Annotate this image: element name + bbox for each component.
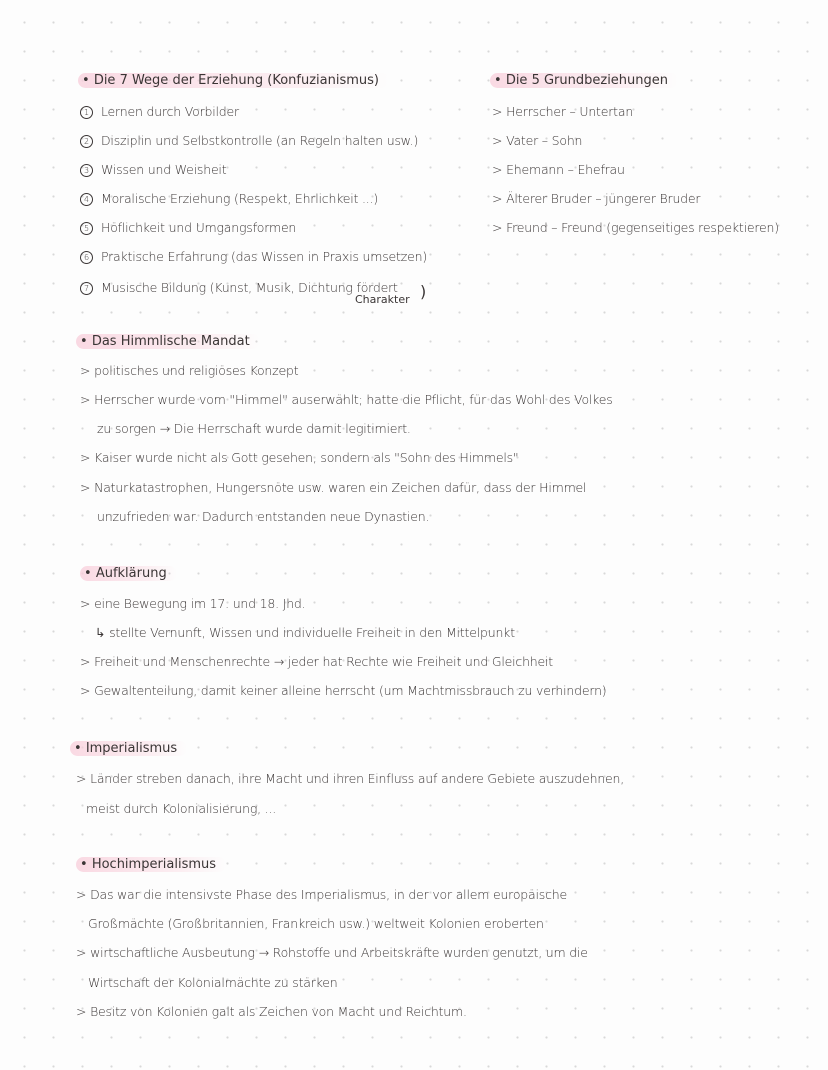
section-title-text: Hochimperialismus <box>91 857 217 872</box>
list-item-continuation: Wirtschaft der Kolonialmächte zu stärken <box>88 975 338 990</box>
list-item-text: eine Bewegung im 17. und 18. Jhd. <box>94 596 306 611</box>
list-item-text: Das war die intensivste Phase des Imperialismus, in der vor allem europäische <box>90 887 567 902</box>
list-item-continuation: Großmächte (Großbritannien, Frankreich usw.) weltweit Kolonien eroberten <box>88 916 544 931</box>
list-item: > Kaiser wurde nicht als Gott gesehen, sondern als "Sohn des Himmels" <box>80 450 519 465</box>
list-item-text: politisches und religiöses Konzept <box>94 363 299 378</box>
list-item-text: Naturkatastrophen, Hungersnöte usw. waren ein Zeichen dafür, dass der Himmel <box>94 480 587 495</box>
list-item: > Länder streben danach, ihre Macht und ihren Einfluss auf andere Gebiete auszudehnen, <box>76 771 625 786</box>
number-circle: 4 <box>80 193 93 206</box>
list-item-text: Höflichkeit und Umgangsformen <box>101 220 297 235</box>
list-item: > Älterer Bruder – jüngerer Bruder <box>492 191 701 206</box>
list-item-continuation: zu sorgen → Die Herrschaft wurde damit legitimiert. <box>97 421 411 436</box>
list-item-text: Moralische Erziehung (Respekt, Ehrlichkeit ...) <box>101 191 378 206</box>
list-item-text: Musische Bildung (Kunst, Musik, Dichtung fördert <box>101 280 398 295</box>
list-item <box>80 133 418 148</box>
number-circle: 5 <box>80 222 93 235</box>
list-item: > Freund – Freund (gegenseitiges respektieren) <box>492 220 779 235</box>
list-item-sub: ↳ stellte Vernunft, Wissen und individuelle Freiheit in den Mittelpunkt <box>95 625 515 640</box>
number-circle: 7 <box>80 282 93 295</box>
section-title-imperialismus: • Imperialismus <box>70 741 187 756</box>
list-item: > eine Bewegung im 17. und 18. Jhd. <box>80 596 306 611</box>
list-item: > Vater – Sohn <box>492 133 583 148</box>
list-item-text: Herrscher – Untertan <box>506 104 634 119</box>
number-circle: 3 <box>80 164 93 177</box>
list-item-text: stellte Vernunft, Wissen und individuelle Freiheit in den Mittelpunkt <box>109 625 515 640</box>
section-title-7-wege: • Die 7 Wege der Erziehung (Konfuzianismus) <box>78 73 389 88</box>
section-title-text: Die 5 Grundbeziehungen <box>505 73 669 88</box>
section-title-text: Aufklärung <box>95 566 167 581</box>
list-item-text: Ehemann – Ehefrau <box>506 162 625 177</box>
number-circle: 1 <box>80 106 93 119</box>
list-item-text: Wissen und Weisheit <box>101 162 227 177</box>
list-item <box>80 191 378 206</box>
section-title-hochimperialismus: • Hochimperialismus <box>76 857 226 872</box>
list-item-continuation: meist durch Kolonialisierung, ... <box>86 801 276 816</box>
list-item: > Herrscher wurde vom "Himmel" auserwählt; hatte die Pflicht, für das Wohl des Volkes <box>80 392 613 407</box>
list-item-text: Länder streben danach, ihre Macht und ihren Einfluss auf andere Gebiete auszudehnen, <box>90 771 625 786</box>
list-item <box>80 220 296 235</box>
list-item: > wirtschaftliche Ausbeutung → Rohstoffe und Arbeitskräfte wurden genutzt, um die <box>76 945 588 960</box>
list-item: > Das war die intensivste Phase des Imperialismus, in der vor allem europäische <box>76 887 567 902</box>
section-title-text: Das Himmlische Mandat <box>91 334 250 349</box>
list-item <box>80 104 239 119</box>
list-item: > Ehemann – Ehefrau <box>492 162 625 177</box>
list-item-continuation: unzufrieden war. Dadurch entstanden neue Dynastien. <box>97 509 430 524</box>
list-item-text: Freiheit und Menschenrechte → jeder hat Rechte wie Freiheit und Gleichheit <box>94 654 553 669</box>
list-item-text: Freund – Freund (gegenseitiges respektieren) <box>506 220 779 235</box>
list-item: > Gewaltenteilung, damit keiner alleine herrscht (um Machtmissbrauch zu verhindern) <box>80 683 607 698</box>
list-item-text: Disziplin und Selbstkontrolle (an Regeln halten usw.) <box>101 133 419 148</box>
list-item: > Freiheit und Menschenrechte → jeder hat Rechte wie Freiheit und Gleichheit <box>80 654 553 669</box>
number-circle: 2 <box>80 135 93 148</box>
list-item <box>80 280 398 295</box>
list-item-text: Praktische Erfahrung (das Wissen in Praxis umsetzen) <box>101 249 428 264</box>
list-item-text: Gewaltenteilung, damit keiner alleine herrscht (um Machtmissbrauch zu verhindern) <box>94 683 607 698</box>
item-7-continuation: Charakter <box>355 293 410 306</box>
section-title-grundbeziehungen: • Die 5 Grundbeziehungen <box>490 73 678 88</box>
list-item-text: Herrscher wurde vom "Himmel" auserwählt; hatte die Pflicht, für das Wohl des Volkes <box>94 392 613 407</box>
list-item <box>80 162 226 177</box>
section-title-text: Die 7 Wege der Erziehung (Konfuzianismus) <box>93 73 379 88</box>
section-title-aufklaerung: • Aufklärung <box>80 566 177 581</box>
list-item: > Naturkatastrophen, Hungersnöte usw. waren ein Zeichen dafür, dass der Himmel <box>80 480 587 495</box>
list-item: > Herrscher – Untertan <box>492 104 634 119</box>
list-item: > politisches und religiöses Konzept <box>80 363 299 378</box>
list-item-text: Lernen durch Vorbilder <box>101 104 239 119</box>
section-title-text: Imperialismus <box>85 741 178 756</box>
list-item-text: Vater – Sohn <box>506 133 583 148</box>
list-item-text: wirtschaftliche Ausbeutung → Rohstoffe und Arbeitskräfte wurden genutzt, um die <box>90 945 588 960</box>
list-item-text: Älterer Bruder – jüngerer Bruder <box>506 191 701 206</box>
section-title-mandat: • Das Himmlische Mandat <box>76 334 260 349</box>
number-circle: 6 <box>80 251 93 264</box>
list-item-text: Kaiser wurde nicht als Gott gesehen, sondern als "Sohn des Himmels" <box>94 450 519 465</box>
list-item: > Besitz von Kolonien galt als Zeichen von Macht und Reichtum. <box>76 1004 467 1019</box>
list-item-text: Besitz von Kolonien galt als Zeichen von Macht und Reichtum. <box>90 1004 467 1019</box>
closing-parenthesis: ) <box>420 282 427 301</box>
list-item <box>80 249 427 264</box>
